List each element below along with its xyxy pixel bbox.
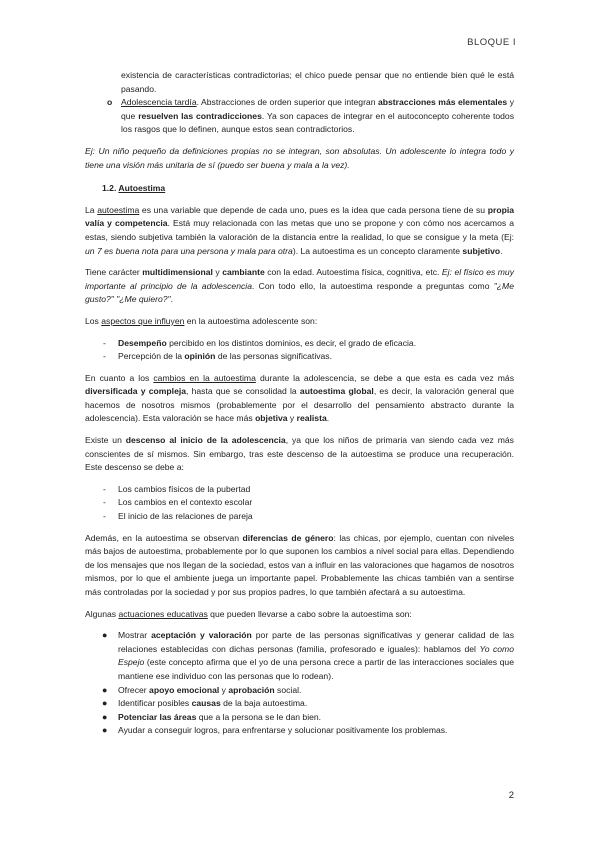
list-item: - Los cambios físicos de la pubertad [85, 483, 514, 497]
causes-list [85, 483, 514, 524]
paragraph-changes: En cuanto a los cambios en la autoestima durante la adolescencia, se debe a que esta es cada vez más diversificada y compleja, hasta que se consolidad la autoestima global, es decir, la valoración general que hacemos de nosotros mismos (probablemente por el desarrollo del pensamiento abstracto durante la adolescencia). Esta valoración se hace más objetiva y realista. [85, 372, 514, 424]
page-number: 2 [508, 790, 514, 801]
bullet-icon: ● [102, 725, 108, 736]
document-body [85, 69, 514, 738]
bullet-icon: ● [102, 684, 108, 695]
paragraph-actions-intro: Algunas actuaciones educativas que pueden llevarse a cabo sobre la autoestima son: [85, 608, 412, 619]
list-item: ● Identificar posibles causas de la baja autoestima. [85, 697, 514, 711]
dash-bullet-icon: - [103, 497, 106, 508]
paragraph-character: Tiene carácter multidimensional y cambiante con la edad. Autoestima física, cognitiva, etc. Ej: el físico es muy importante al principio de la adolescencia. Con todo ello, la autoestima responde a preguntas como "¿Me gusto?" "¿Me quiero?". [85, 267, 515, 305]
dash-bullet-icon: - [103, 483, 106, 494]
paragraph-decline: Existe un descenso al inicio de la adolescencia, ya que los niños de primaria van siendo cada vez más conscientes de sí mismos. Sin embargo, tras este descenso de la autoestima se produce una recuperación. Este descenso se debe a: [85, 435, 514, 473]
actions-list [85, 629, 514, 738]
list-item: - Los cambios en el contexto escolar [85, 496, 514, 510]
list-item: - Desempeño percibido en los distintos dominios, es decir, el grado de eficacia. [85, 337, 514, 351]
circle-bullet-icon: o [107, 97, 113, 108]
bullet-icon: ● [102, 630, 108, 641]
bullet-icon: ● [102, 698, 108, 709]
list-item: - Percepción de la opinión de las personas significativas. [85, 350, 514, 364]
bullet-icon: ● [102, 711, 108, 722]
paragraph-influences-intro: Los aspectos que influyen en la autoestima adolescente son: [85, 315, 318, 326]
dash-bullet-icon: - [103, 351, 106, 362]
header-title: BLOQUE I [467, 37, 516, 48]
example-paragraph: Ej: Un niño pequeño da definiciones propias no se integran, son absolutas. Un adolescente lo integra todo y tiene una visión más unitaria de sí (puedo ser buena y mala a la vez). [85, 145, 514, 170]
list-item: ● Ayudar a conseguir logros, para enfrentarse y solucionar positivamente los problemas. [85, 724, 514, 738]
paragraph-definition: La autoestima es una variable que depende de cada uno, pues es la idea que cada persona tiene de su propia valía y competencia. Está muy relacionada con las metas que uno se propone y con cómo nos acercamos a estas, siendo subjetiva también la valoración de la distancia entre la realidad, lo que se consigue y la meta (Ej: un 7 es buena nota para una persona y mala para otra). La autoestima es un concepto claramente subjetivo. [85, 204, 514, 256]
dash-bullet-icon: - [103, 511, 106, 522]
list-item: ● Mostrar aceptación y valoración por parte de las personas significativas y generar calidad de las relaciones establecidas con dichas personas (familia, profesorado e iguales): hablamos del Yo como Espejo (este concepto afirma que el yo de una persona crece a partir de las interacciones sociales que mantiene ese individuo con las personas que lo rodean). [102, 630, 515, 681]
section-heading: 1.2. Autoestima [102, 183, 166, 194]
list-item: ● Ofrecer apoyo emocional y aprobación social. [85, 684, 514, 698]
sub-item-late-adolescence: o Adolescencia tardía. Abstracciones de orden superior que integran abstracciones más elementales y que resuelven las contradicciones. Ya son capaces de integrar en el autoconcepto coherente todos los rasgos que lo definen, aunque estos sean contradictorios. [107, 97, 515, 135]
influences-list [85, 337, 514, 364]
continued-text: existencia de características contradictorias; el chico puede pensar que no entiende bien qué le está pasando. [121, 70, 514, 94]
list-item: ● Potenciar las áreas que a la persona se le dan bien. [85, 711, 514, 725]
dash-bullet-icon: - [103, 337, 106, 348]
paragraph-gender: Además, en la autoestima se observan diferencias de género: las chicas, por ejemplo, cuentan con niveles más bajos de autoestima, probablemente por lo que suponen los cambios a nivel social para ellas. Dependiendo de los mensajes que nos llegan de la sociedad, estos van a influir en las valoraciones que hagamos de nosotros mismos, por lo que el ambiente juega un importante papel. Probablemente las chicas también van a sentirse más controladas por la sociedad y por sus propios padres, lo que también afectará a su autoestima. [85, 532, 514, 597]
list-item: - El inicio de las relaciones de pareja [85, 510, 514, 524]
